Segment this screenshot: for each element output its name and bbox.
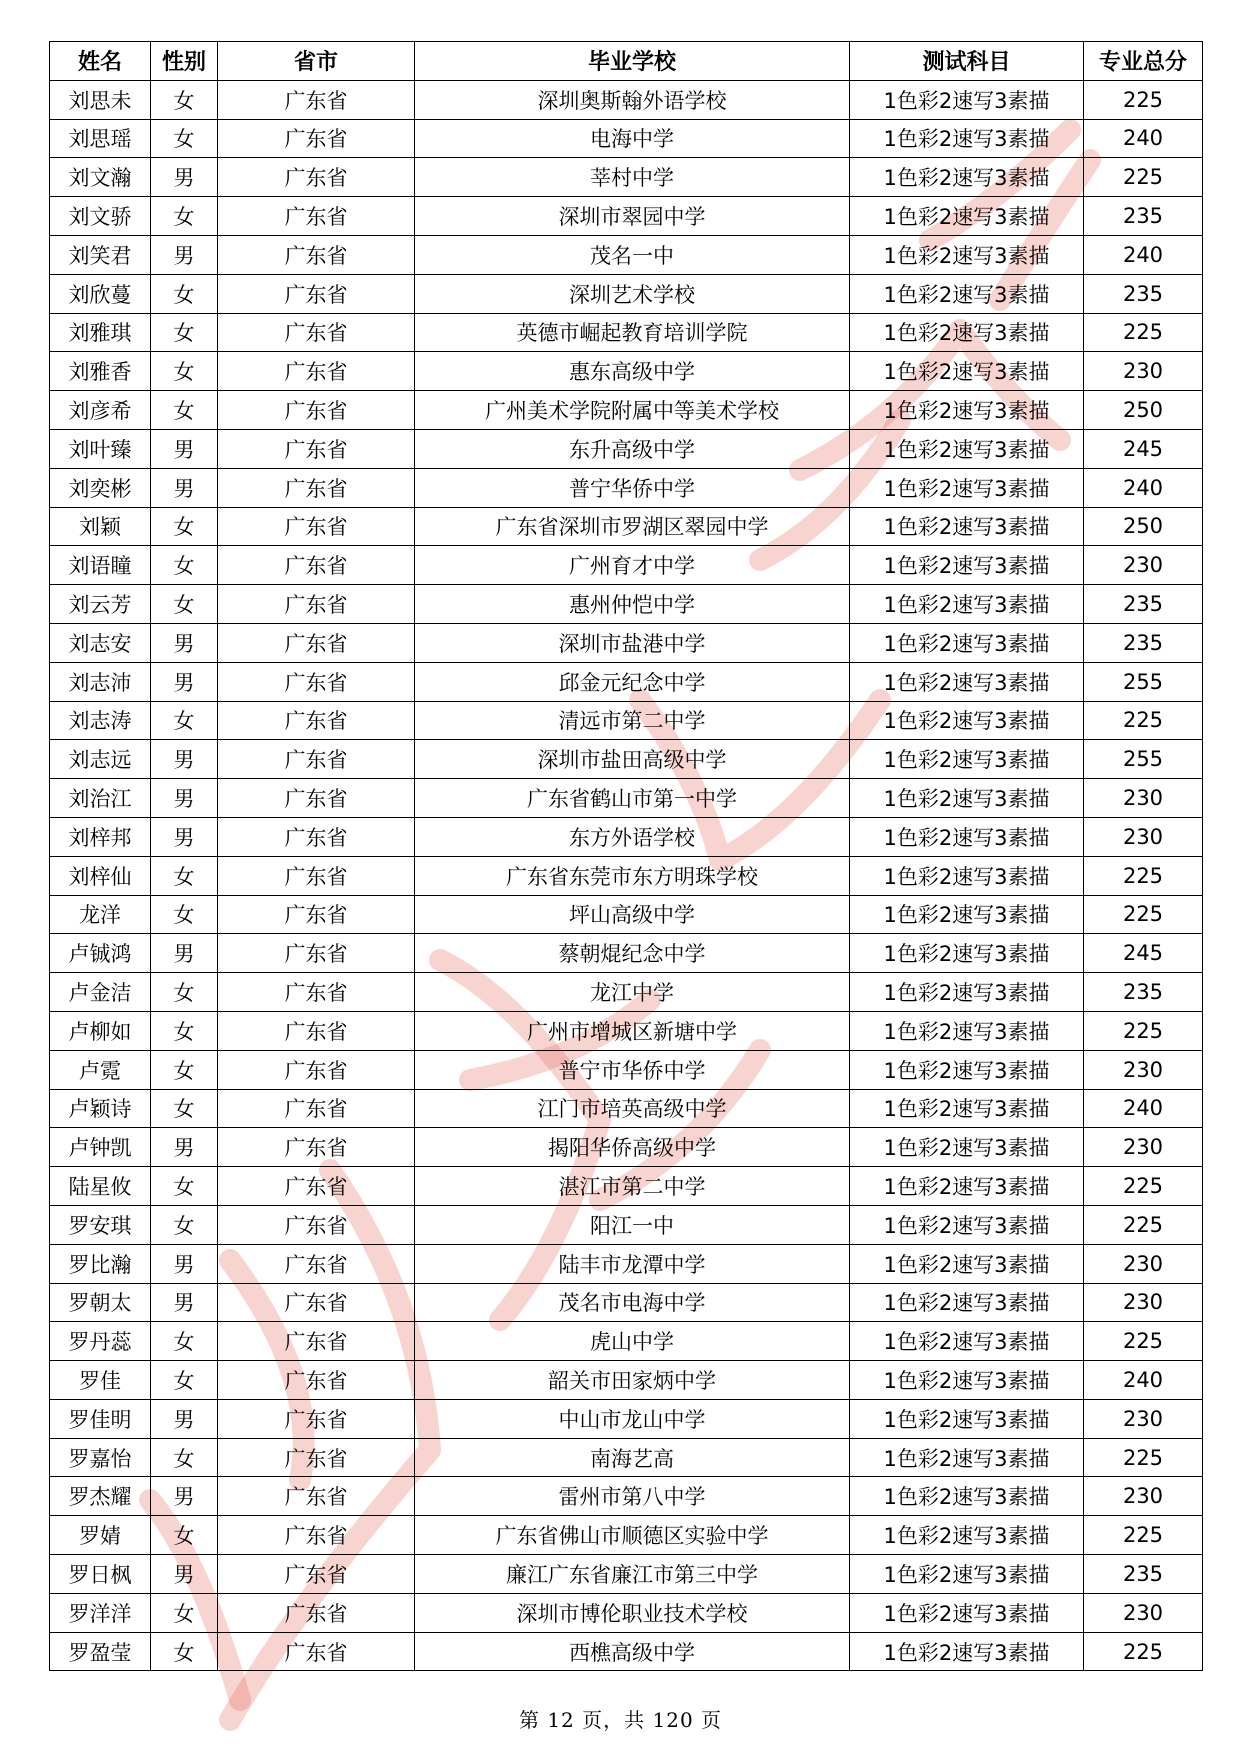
table-row: [50, 934, 1203, 973]
cell-total-score: 225: [1084, 1516, 1203, 1555]
cell-subjects: 1色彩2速写3素描: [850, 546, 1084, 585]
cell-total-score: 245: [1084, 429, 1203, 468]
cell-name: 刘颖: [50, 507, 151, 546]
cell-gender: 女: [151, 546, 218, 585]
cell-subjects: 1色彩2速写3素描: [850, 1322, 1084, 1361]
cell-gender: 男: [151, 1477, 218, 1516]
cell-total-score: 225: [1084, 313, 1203, 352]
cell-name: 刘思未: [50, 80, 151, 119]
cell-school: 坪山高级中学: [415, 895, 850, 934]
cell-total-score: 230: [1084, 1593, 1203, 1632]
cell-school: 蔡朝焜纪念中学: [415, 934, 850, 973]
cell-gender: 女: [151, 856, 218, 895]
cell-gender: 男: [151, 779, 218, 818]
cell-province: 广东省: [218, 1244, 415, 1283]
cell-total-score: 230: [1084, 779, 1203, 818]
cell-province: 广东省: [218, 1516, 415, 1555]
cell-gender: 女: [151, 507, 218, 546]
cell-school: 广东省佛山市顺德区实验中学: [415, 1516, 850, 1555]
cell-name: 卢铖鸿: [50, 934, 151, 973]
cell-gender: 男: [151, 740, 218, 779]
cell-province: 广东省: [218, 817, 415, 856]
cell-school: 广州育才中学: [415, 546, 850, 585]
table-row: [50, 391, 1203, 430]
cell-name: 刘语瞳: [50, 546, 151, 585]
cell-gender: 男: [151, 662, 218, 701]
cell-name: 刘梓邦: [50, 817, 151, 856]
cell-subjects: 1色彩2速写3素描: [850, 1167, 1084, 1206]
cell-gender: 男: [151, 1399, 218, 1438]
cell-school: 广东省东莞市东方明珠学校: [415, 856, 850, 895]
cell-province: 广东省: [218, 507, 415, 546]
cell-subjects: 1色彩2速写3素描: [850, 1089, 1084, 1128]
cell-gender: 男: [151, 1244, 218, 1283]
cell-school: 阳江一中: [415, 1205, 850, 1244]
cell-name: 刘欣蔓: [50, 274, 151, 313]
cell-school: 韶关市田家炳中学: [415, 1361, 850, 1400]
cell-school: 南海艺高: [415, 1438, 850, 1477]
table-row: [50, 817, 1203, 856]
table-row: [50, 1050, 1203, 1089]
cell-province: 广东省: [218, 119, 415, 158]
cell-school: 广州市增城区新塘中学: [415, 1011, 850, 1050]
cell-gender: 女: [151, 701, 218, 740]
cell-school: 深圳市博伦职业技术学校: [415, 1593, 850, 1632]
cell-province: 广东省: [218, 1322, 415, 1361]
cell-total-score: 225: [1084, 1632, 1203, 1671]
cell-gender: 女: [151, 585, 218, 624]
table-row: [50, 158, 1203, 197]
table-row: [50, 1632, 1203, 1671]
cell-province: 广东省: [218, 1128, 415, 1167]
cell-total-score: 230: [1084, 1128, 1203, 1167]
cell-gender: 男: [151, 1128, 218, 1167]
cell-total-score: 230: [1084, 546, 1203, 585]
cell-province: 广东省: [218, 1438, 415, 1477]
cell-subjects: 1色彩2速写3素描: [850, 895, 1084, 934]
cell-subjects: 1色彩2速写3素描: [850, 1011, 1084, 1050]
cell-subjects: 1色彩2速写3素描: [850, 1050, 1084, 1089]
cell-school: 深圳市盐港中学: [415, 623, 850, 662]
cell-subjects: 1色彩2速写3素描: [850, 1244, 1084, 1283]
cell-name: 刘志安: [50, 623, 151, 662]
cell-school: 邱金元纪念中学: [415, 662, 850, 701]
table-row: [50, 197, 1203, 236]
cell-subjects: 1色彩2速写3素描: [850, 934, 1084, 973]
cell-total-score: 230: [1084, 352, 1203, 391]
table-row: [50, 1477, 1203, 1516]
cell-name: 卢霓: [50, 1050, 151, 1089]
cell-total-score: 235: [1084, 1555, 1203, 1594]
cell-subjects: 1色彩2速写3素描: [850, 701, 1084, 740]
column-header-province: 省市: [218, 42, 415, 81]
cell-gender: 女: [151, 1593, 218, 1632]
cell-name: 卢颖诗: [50, 1089, 151, 1128]
admission-score-table: [49, 41, 1203, 1671]
cell-name: 龙洋: [50, 895, 151, 934]
cell-gender: 女: [151, 313, 218, 352]
cell-school: 中山市龙山中学: [415, 1399, 850, 1438]
cell-gender: 女: [151, 1050, 218, 1089]
cell-province: 广东省: [218, 1593, 415, 1632]
cell-subjects: 1色彩2速写3素描: [850, 817, 1084, 856]
page-number-footer: 第 12 页，共 120 页: [518, 1708, 723, 1732]
table-row: [50, 1555, 1203, 1594]
cell-province: 广东省: [218, 856, 415, 895]
table-row: [50, 1011, 1203, 1050]
cell-province: 广东省: [218, 1555, 415, 1594]
cell-school: 电海中学: [415, 119, 850, 158]
cell-gender: 男: [151, 158, 218, 197]
table-row: [50, 1283, 1203, 1322]
cell-school: 惠东高级中学: [415, 352, 850, 391]
cell-province: 广东省: [218, 740, 415, 779]
cell-school: 英德市崛起教育培训学院: [415, 313, 850, 352]
cell-total-score: 225: [1084, 1205, 1203, 1244]
table-row: [50, 119, 1203, 158]
column-header-name: 姓名: [50, 42, 151, 81]
cell-name: 罗洋洋: [50, 1593, 151, 1632]
column-header-school: 毕业学校: [415, 42, 850, 81]
cell-total-score: 235: [1084, 973, 1203, 1012]
cell-name: 卢柳如: [50, 1011, 151, 1050]
table-row: [50, 1516, 1203, 1555]
cell-total-score: 255: [1084, 662, 1203, 701]
table-row: [50, 1205, 1203, 1244]
cell-school: 普宁市华侨中学: [415, 1050, 850, 1089]
cell-subjects: 1色彩2速写3素描: [850, 1555, 1084, 1594]
cell-province: 广东省: [218, 1089, 415, 1128]
table-row: [50, 1438, 1203, 1477]
cell-school: 广州美术学院附属中等美术学校: [415, 391, 850, 430]
cell-subjects: 1色彩2速写3素描: [850, 158, 1084, 197]
table-row: [50, 856, 1203, 895]
cell-province: 广东省: [218, 197, 415, 236]
table-row: [50, 779, 1203, 818]
cell-name: 罗杰耀: [50, 1477, 151, 1516]
cell-subjects: 1色彩2速写3素描: [850, 1128, 1084, 1167]
cell-school: 湛江市第二中学: [415, 1167, 850, 1206]
cell-province: 广东省: [218, 1205, 415, 1244]
cell-subjects: 1色彩2速写3素描: [850, 468, 1084, 507]
cell-school: 深圳市盐田高级中学: [415, 740, 850, 779]
cell-total-score: 225: [1084, 80, 1203, 119]
cell-province: 广东省: [218, 468, 415, 507]
cell-subjects: 1色彩2速写3素描: [850, 973, 1084, 1012]
table-row: [50, 973, 1203, 1012]
table-header-row: [50, 42, 1203, 81]
cell-total-score: 250: [1084, 391, 1203, 430]
cell-gender: 男: [151, 235, 218, 274]
cell-province: 广东省: [218, 1361, 415, 1400]
cell-province: 广东省: [218, 779, 415, 818]
cell-gender: 男: [151, 623, 218, 662]
cell-name: 罗佳明: [50, 1399, 151, 1438]
table-row: [50, 507, 1203, 546]
cell-gender: 女: [151, 1205, 218, 1244]
cell-total-score: 250: [1084, 507, 1203, 546]
cell-total-score: 230: [1084, 1283, 1203, 1322]
cell-province: 广东省: [218, 235, 415, 274]
cell-subjects: 1色彩2速写3素描: [850, 1593, 1084, 1632]
cell-name: 陆星攸: [50, 1167, 151, 1206]
cell-province: 广东省: [218, 662, 415, 701]
cell-total-score: 225: [1084, 895, 1203, 934]
cell-total-score: 225: [1084, 1438, 1203, 1477]
table-row: [50, 80, 1203, 119]
cell-province: 广东省: [218, 352, 415, 391]
cell-name: 罗嘉怡: [50, 1438, 151, 1477]
cell-total-score: 240: [1084, 235, 1203, 274]
cell-subjects: 1色彩2速写3素描: [850, 1283, 1084, 1322]
column-header-subjects: 测试科目: [850, 42, 1084, 81]
table-row: [50, 895, 1203, 934]
cell-subjects: 1色彩2速写3素描: [850, 80, 1084, 119]
cell-name: 卢钟凯: [50, 1128, 151, 1167]
cell-gender: 女: [151, 1516, 218, 1555]
cell-province: 广东省: [218, 973, 415, 1012]
cell-name: 罗比瀚: [50, 1244, 151, 1283]
cell-total-score: 225: [1084, 158, 1203, 197]
cell-province: 广东省: [218, 934, 415, 973]
table-row: [50, 585, 1203, 624]
cell-school: 雷州市第八中学: [415, 1477, 850, 1516]
cell-gender: 女: [151, 1322, 218, 1361]
cell-school: 陆丰市龙潭中学: [415, 1244, 850, 1283]
cell-school: 广东省深圳市罗湖区翠园中学: [415, 507, 850, 546]
cell-province: 广东省: [218, 313, 415, 352]
cell-school: 东方外语学校: [415, 817, 850, 856]
cell-name: 刘志涛: [50, 701, 151, 740]
cell-subjects: 1色彩2速写3素描: [850, 1438, 1084, 1477]
cell-total-score: 225: [1084, 856, 1203, 895]
cell-school: 广东省鹤山市第一中学: [415, 779, 850, 818]
cell-subjects: 1色彩2速写3素描: [850, 391, 1084, 430]
cell-total-score: 245: [1084, 934, 1203, 973]
table-row: [50, 1244, 1203, 1283]
cell-gender: 男: [151, 817, 218, 856]
cell-province: 广东省: [218, 274, 415, 313]
cell-school: 普宁华侨中学: [415, 468, 850, 507]
cell-name: 刘彦希: [50, 391, 151, 430]
cell-name: 刘治江: [50, 779, 151, 818]
cell-province: 广东省: [218, 1283, 415, 1322]
cell-subjects: 1色彩2速写3素描: [850, 1361, 1084, 1400]
cell-province: 广东省: [218, 1050, 415, 1089]
cell-gender: 女: [151, 1167, 218, 1206]
cell-total-score: 230: [1084, 1477, 1203, 1516]
table-row: [50, 1593, 1203, 1632]
cell-subjects: 1色彩2速写3素描: [850, 740, 1084, 779]
cell-name: 罗佳: [50, 1361, 151, 1400]
cell-name: 刘雅香: [50, 352, 151, 391]
table-row: [50, 1361, 1203, 1400]
cell-gender: 女: [151, 391, 218, 430]
table-row: [50, 701, 1203, 740]
table-row: [50, 1089, 1203, 1128]
cell-province: 广东省: [218, 1011, 415, 1050]
cell-name: 罗安琪: [50, 1205, 151, 1244]
cell-gender: 女: [151, 1438, 218, 1477]
cell-gender: 女: [151, 274, 218, 313]
cell-province: 广东省: [218, 895, 415, 934]
cell-total-score: 240: [1084, 1361, 1203, 1400]
cell-total-score: 225: [1084, 701, 1203, 740]
cell-gender: 女: [151, 1632, 218, 1671]
cell-name: 刘梓仙: [50, 856, 151, 895]
table-row: [50, 429, 1203, 468]
table-row: [50, 235, 1203, 274]
cell-total-score: 235: [1084, 197, 1203, 236]
cell-subjects: 1色彩2速写3素描: [850, 507, 1084, 546]
cell-subjects: 1色彩2速写3素描: [850, 313, 1084, 352]
cell-school: 惠州仲恺中学: [415, 585, 850, 624]
cell-name: 刘志远: [50, 740, 151, 779]
table-body: [50, 80, 1203, 1671]
cell-school: 虎山中学: [415, 1322, 850, 1361]
cell-subjects: 1色彩2速写3素描: [850, 429, 1084, 468]
cell-name: 刘笑君: [50, 235, 151, 274]
cell-gender: 女: [151, 1361, 218, 1400]
cell-total-score: 240: [1084, 468, 1203, 507]
cell-province: 广东省: [218, 1399, 415, 1438]
table-row: [50, 546, 1203, 585]
cell-subjects: 1色彩2速写3素描: [850, 856, 1084, 895]
table-row: [50, 352, 1203, 391]
cell-gender: 男: [151, 934, 218, 973]
table-row: [50, 740, 1203, 779]
cell-school: 揭阳华侨高级中学: [415, 1128, 850, 1167]
cell-province: 广东省: [218, 1167, 415, 1206]
table-row: [50, 1399, 1203, 1438]
cell-name: 卢金洁: [50, 973, 151, 1012]
cell-province: 广东省: [218, 623, 415, 662]
cell-school: 深圳奥斯翰外语学校: [415, 80, 850, 119]
cell-subjects: 1色彩2速写3素描: [850, 1632, 1084, 1671]
table-row: [50, 468, 1203, 507]
cell-province: 广东省: [218, 546, 415, 585]
cell-total-score: 230: [1084, 1244, 1203, 1283]
table-row: [50, 274, 1203, 313]
cell-name: 罗朝太: [50, 1283, 151, 1322]
cell-gender: 女: [151, 352, 218, 391]
cell-subjects: 1色彩2速写3素描: [850, 235, 1084, 274]
cell-gender: 女: [151, 119, 218, 158]
cell-name: 刘文瀚: [50, 158, 151, 197]
cell-gender: 男: [151, 429, 218, 468]
cell-total-score: 225: [1084, 1011, 1203, 1050]
cell-gender: 男: [151, 468, 218, 507]
cell-school: 江门市培英高级中学: [415, 1089, 850, 1128]
cell-subjects: 1色彩2速写3素描: [850, 197, 1084, 236]
cell-school: 清远市第二中学: [415, 701, 850, 740]
cell-total-score: 225: [1084, 1167, 1203, 1206]
cell-subjects: 1色彩2速写3素描: [850, 274, 1084, 313]
cell-school: 茂名市电海中学: [415, 1283, 850, 1322]
table-row: [50, 1167, 1203, 1206]
cell-school: 深圳市翠园中学: [415, 197, 850, 236]
cell-name: 刘奕彬: [50, 468, 151, 507]
cell-total-score: 230: [1084, 1399, 1203, 1438]
cell-school: 深圳艺术学校: [415, 274, 850, 313]
cell-subjects: 1色彩2速写3素描: [850, 1205, 1084, 1244]
cell-name: 刘叶臻: [50, 429, 151, 468]
cell-school: 西樵高级中学: [415, 1632, 850, 1671]
cell-gender: 女: [151, 197, 218, 236]
table-row: [50, 662, 1203, 701]
cell-subjects: 1色彩2速写3素描: [850, 1399, 1084, 1438]
cell-province: 广东省: [218, 1632, 415, 1671]
cell-subjects: 1色彩2速写3素描: [850, 119, 1084, 158]
cell-school: 廉江广东省廉江市第三中学: [415, 1555, 850, 1594]
table-row: [50, 1322, 1203, 1361]
cell-name: 罗日枫: [50, 1555, 151, 1594]
cell-province: 广东省: [218, 429, 415, 468]
cell-subjects: 1色彩2速写3素描: [850, 662, 1084, 701]
cell-school: 莘村中学: [415, 158, 850, 197]
cell-total-score: 240: [1084, 119, 1203, 158]
column-header-gender: 性别: [151, 42, 218, 81]
cell-subjects: 1色彩2速写3素描: [850, 1477, 1084, 1516]
column-header-total-score: 专业总分: [1084, 42, 1203, 81]
cell-province: 广东省: [218, 158, 415, 197]
cell-total-score: 235: [1084, 585, 1203, 624]
cell-subjects: 1色彩2速写3素描: [850, 585, 1084, 624]
cell-gender: 女: [151, 80, 218, 119]
cell-name: 罗丹蕊: [50, 1322, 151, 1361]
table-row: [50, 313, 1203, 352]
cell-gender: 女: [151, 1089, 218, 1128]
cell-school: 茂名一中: [415, 235, 850, 274]
cell-name: 刘思瑶: [50, 119, 151, 158]
cell-name: 刘云芳: [50, 585, 151, 624]
cell-subjects: 1色彩2速写3素描: [850, 623, 1084, 662]
cell-subjects: 1色彩2速写3素描: [850, 779, 1084, 818]
cell-subjects: 1色彩2速写3素描: [850, 352, 1084, 391]
cell-name: 刘文骄: [50, 197, 151, 236]
cell-gender: 男: [151, 1555, 218, 1594]
cell-total-score: 235: [1084, 274, 1203, 313]
cell-gender: 女: [151, 973, 218, 1012]
cell-province: 广东省: [218, 80, 415, 119]
cell-total-score: 225: [1084, 1322, 1203, 1361]
cell-total-score: 235: [1084, 623, 1203, 662]
cell-province: 广东省: [218, 701, 415, 740]
cell-name: 刘雅琪: [50, 313, 151, 352]
cell-province: 广东省: [218, 391, 415, 430]
cell-total-score: 230: [1084, 1050, 1203, 1089]
cell-gender: 女: [151, 1011, 218, 1050]
cell-school: 东升高级中学: [415, 429, 850, 468]
cell-school: 龙江中学: [415, 973, 850, 1012]
table-row: [50, 1128, 1203, 1167]
cell-name: 罗盈莹: [50, 1632, 151, 1671]
cell-name: 刘志沛: [50, 662, 151, 701]
cell-gender: 男: [151, 1283, 218, 1322]
cell-gender: 女: [151, 895, 218, 934]
cell-total-score: 240: [1084, 1089, 1203, 1128]
cell-subjects: 1色彩2速写3素描: [850, 1516, 1084, 1555]
table-row: [50, 623, 1203, 662]
cell-province: 广东省: [218, 1477, 415, 1516]
cell-total-score: 255: [1084, 740, 1203, 779]
cell-name: 罗婧: [50, 1516, 151, 1555]
cell-total-score: 230: [1084, 817, 1203, 856]
cell-province: 广东省: [218, 585, 415, 624]
